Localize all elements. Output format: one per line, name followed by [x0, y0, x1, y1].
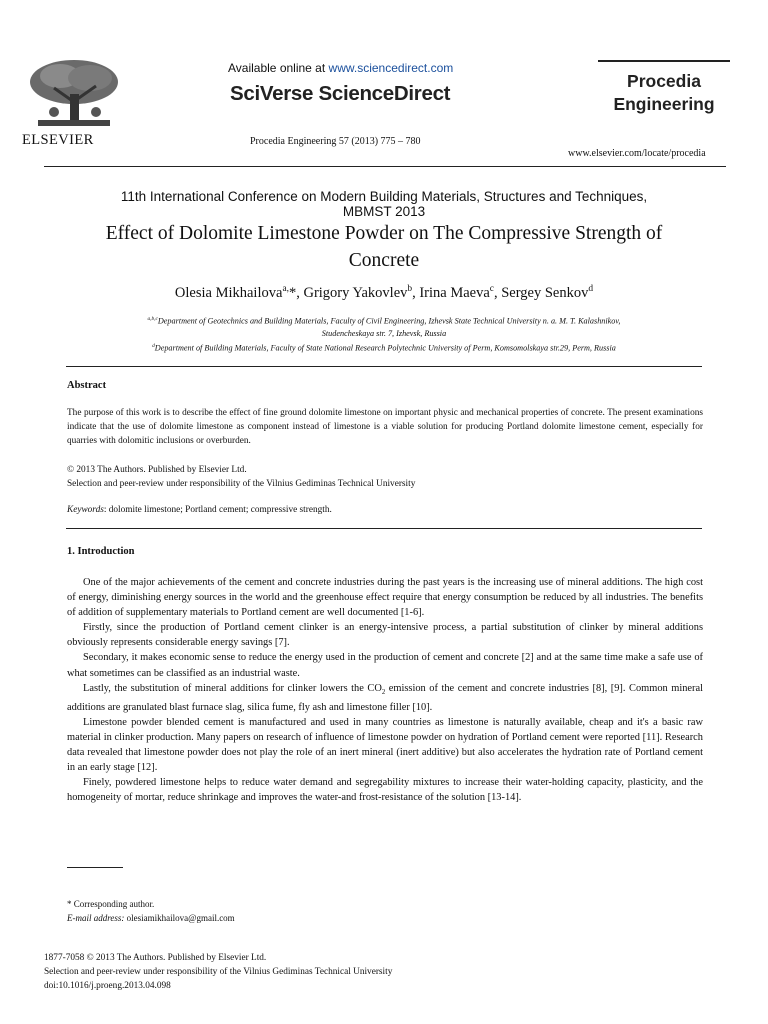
abstract-divider-bottom: [66, 528, 702, 529]
peer-review-line: Selection and peer-review under responsibility of the Vilnius Gediminas Technical University: [67, 479, 416, 489]
affiliation-abc: [60, 313, 708, 328]
journal-citation: Procedia Engineering 57 (2013) 775 – 780: [250, 136, 421, 147]
paragraph: One of the major achievements of the cement and concrete industries during the past years is the increasing use of mineral additions. The high cost of energy, diminishing energy sources in the world and the greenhouse effect require that energy consumption be reduced by all industries. The benefits of addition of supplementary materials to Portland cement are well documented [1-6].: [67, 577, 703, 619]
email-address[interactable]: olesiamikhailova@gmail.com: [124, 913, 235, 923]
title-line1: Effect of Dolomite Limestone Powder on The Compressive Strength of: [105, 223, 663, 244]
author-name: Olesia Mikhailova: [174, 284, 283, 301]
author-name: Grigory Yakovlev: [303, 284, 408, 301]
author-affil-sup: c: [489, 284, 494, 294]
journal-name-line2: Engineering: [613, 94, 715, 114]
section-heading-introduction: 1. Introduction: [67, 546, 135, 557]
author-affil-sup: d: [588, 284, 594, 294]
footnote: [67, 897, 567, 925]
keywords-label: Keywords: [67, 505, 104, 515]
doi-line[interactable]: doi:10.1016/j.proeng.2013.04.098: [44, 981, 171, 991]
author-mark: ,: [412, 284, 420, 301]
journal-name: [598, 70, 730, 116]
author-affil-sup: a,: [282, 284, 289, 294]
journal-url[interactable]: www.elsevier.com/locate/procedia: [568, 148, 706, 159]
introduction-body: [67, 575, 703, 805]
author-name: Sergey Senkov: [501, 284, 589, 301]
paragraph: Finely, powdered limestone helps to reduce water demand and segregability mixtures to increase their water-holding capacity, plasticity, and the homogeneity of mortar, reduce shrinkage and improves the water-and frost-resistance of the solution [13-14].: [67, 777, 703, 804]
affiliations: [60, 313, 708, 354]
journal-title-box: [598, 60, 730, 116]
elsevier-wordmark: ELSEVIER: [22, 132, 94, 148]
keywords: [67, 505, 703, 515]
abstract-heading: Abstract: [67, 380, 107, 391]
paragraph: [67, 681, 703, 715]
author-mark: ,: [493, 284, 502, 301]
sciverse-logo: SciVerse ScienceDirect: [230, 82, 451, 105]
copyright-line: © 2013 The Authors. Published by Elsevier Ltd.: [67, 465, 247, 475]
paragraph: Secondary, it makes economic sense to reduce the energy used in the production of cement and concrete [2] and at the same time make a safe use of what sometimes can be classified as an industrial waste.: [67, 652, 703, 679]
paragraph: Limestone powder blended cement is manufactured and used in many countries as limestone is naturally available, cheap and it's a basic raw material in clinker production. Many papers on research of influence of limestone powder on hydration of Portland cement were reported [11]. Research data revealed that limestone powder does not play the role of an inert mineral (inert additive) but also accelerates the hydration rate of Portland cement in an early stage [12].: [67, 716, 703, 774]
author-list: [60, 284, 708, 302]
page-footer: [44, 951, 694, 993]
issn-line: 1877-7058 © 2013 The Authors. Published by Elsevier Ltd.: [44, 953, 267, 963]
title-line2: Concrete: [348, 250, 420, 271]
footer-review-line: Selection and peer-review under responsibility of the Vilnius Gediminas Technical University: [44, 967, 393, 977]
email-label: E-mail address:: [67, 913, 125, 923]
affiliation-d: [60, 340, 708, 355]
affiliation-text: Department of Geotechnics and Building Materials, Faculty of Civil Engineering, Izhevsk State Technical University n. a. M. T. Kalashnikov,: [157, 316, 621, 326]
sciencedirect-link[interactable]: www.sciencedirect.com: [328, 61, 454, 75]
paragraph-part: emission of the cement and concrete industries [8], [9]. Common mineral additions are granulated blast furnace slag, silica fume, fly ash and limestone filler [10].: [67, 682, 703, 713]
keywords-text: : dolomite limestone; Portland cement; compressive strength.: [103, 505, 332, 515]
paragraph-part: Lastly, the substitution of mineral additions for clinker lowers the CO: [83, 682, 382, 694]
available-online-line: [228, 61, 453, 75]
available-prefix: Available online at: [228, 61, 329, 75]
abstract-copyright: [67, 463, 703, 491]
affiliation-text: Department of Building Materials, Faculty of State National Research Polytechnic University of Perm, Komsomolskaya str.29, Perm, Russia: [154, 343, 616, 353]
abstract-divider-top: [66, 366, 702, 367]
author-name: Irina Maeva: [419, 284, 490, 301]
elsevier-logo: [22, 58, 132, 150]
journal-name-line1: Procedia: [627, 71, 701, 91]
conference-line2: MBMST 2013: [342, 204, 426, 219]
elsevier-tree-icon: [24, 58, 124, 130]
conference-name: [60, 189, 708, 219]
footnote-divider: [67, 867, 123, 868]
affiliation-abc-line2: Studencheskaya str. 7, Izhevsk, Russia: [321, 328, 447, 338]
paragraph: Firstly, since the production of Portland cement clinker is an energy-intensive process, a partial substitution of clinker by mineral additions obviously represents considerable energy savings [7].: [67, 622, 703, 649]
affiliation-sup: a,b,c: [147, 316, 158, 322]
header-divider: [44, 166, 726, 167]
email-line: [67, 911, 567, 925]
author-mark: *,: [288, 284, 304, 301]
paper-title: [60, 220, 708, 274]
conference-line1: 11th International Conference on Modern Building Materials, Structures and Techniques,: [120, 189, 648, 204]
corresponding-author: * Corresponding author.: [67, 899, 155, 909]
author-affil-sup: b: [407, 284, 413, 294]
affiliation-sup: d: [152, 342, 155, 349]
subscript: 2: [381, 688, 386, 696]
abstract-text: The purpose of this work is to describe the effect of fine ground dolomite limestone on important physic and mechanical properties of concrete. The present examinations indicate that the use of dolomite limestone as component instead of limestone is a viable solution for producing Portland dolomite limestone cement, especially for quarries with dolomitic inclusions or overburden.: [67, 408, 703, 446]
